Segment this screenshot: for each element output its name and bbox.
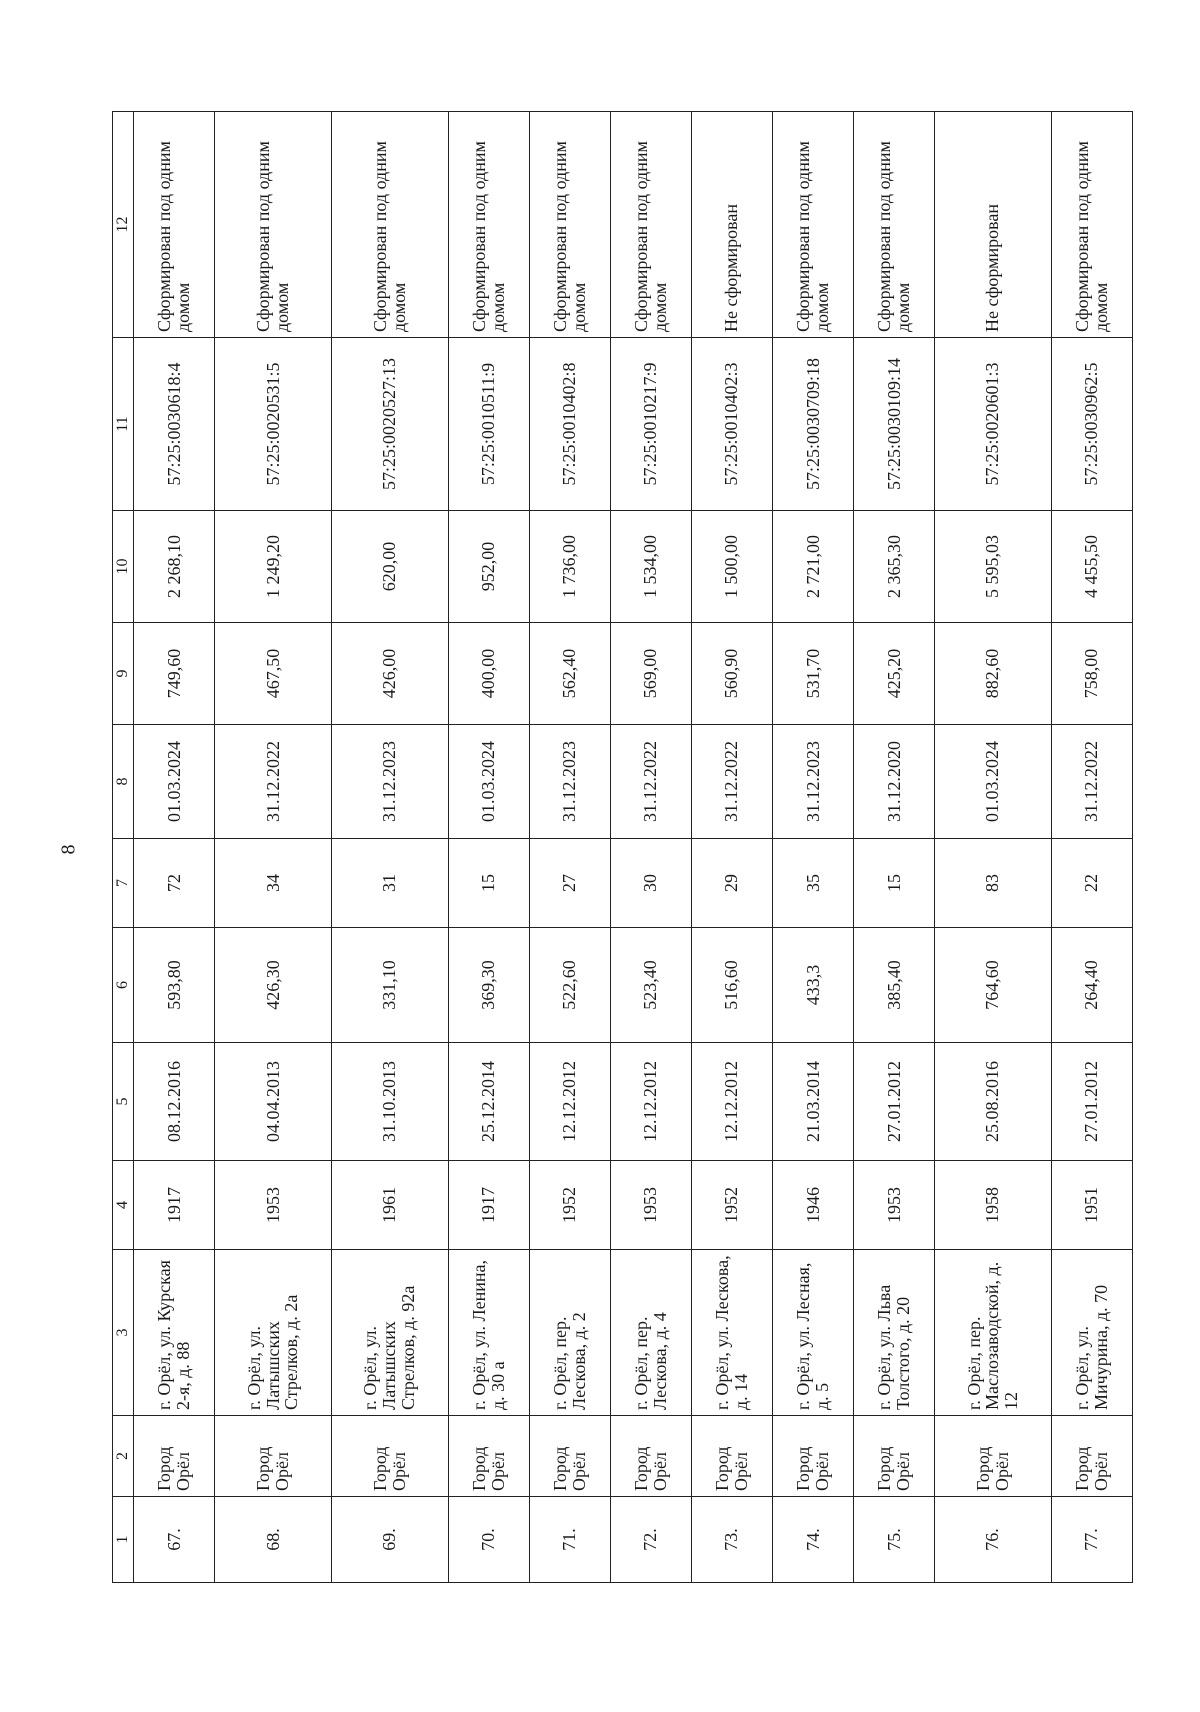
cadastre-number-cell: 57:25:0030962:5 xyxy=(1051,338,1132,511)
count-cell: 35 xyxy=(772,839,853,928)
area2-cell: 882,60 xyxy=(935,623,1052,725)
count-cell: 27 xyxy=(529,839,610,928)
date-cell: 21.03.2014 xyxy=(772,1043,853,1161)
column-header: 5 xyxy=(113,1043,134,1161)
city-cell: Город Орёл xyxy=(610,1416,691,1497)
area-cell: 523,40 xyxy=(610,928,691,1043)
status-cell: Сформирован под одним домом xyxy=(529,112,610,338)
land-area-cell: 952,00 xyxy=(448,511,529,623)
row-number-cell: 70. xyxy=(448,1497,529,1583)
plan-date-cell: 31.12.2023 xyxy=(529,725,610,839)
year-cell: 1917 xyxy=(134,1161,215,1250)
city-cell: Город Орёл xyxy=(134,1416,215,1497)
count-cell: 83 xyxy=(935,839,1052,928)
plan-date-cell: 01.03.2024 xyxy=(935,725,1052,839)
count-cell: 15 xyxy=(448,839,529,928)
cadastre-number-cell: 57:25:0010511:9 xyxy=(448,338,529,511)
land-area-cell: 1 249,20 xyxy=(215,511,332,623)
table-row xyxy=(215,112,332,1583)
page-number: 8 xyxy=(57,844,80,855)
address-cell: г. Орёл, ул. Лескова, д. 14 xyxy=(691,1250,772,1416)
cadastre-number-cell: 57:25:0020601:3 xyxy=(935,338,1052,511)
column-header: 3 xyxy=(113,1250,134,1416)
date-cell: 04.04.2013 xyxy=(215,1043,332,1161)
area2-cell: 758,00 xyxy=(1051,623,1132,725)
address-cell: г. Орёл, ул. Льва Толстого, д. 20 xyxy=(853,1250,934,1416)
year-cell: 1951 xyxy=(1051,1161,1132,1250)
date-cell: 25.08.2016 xyxy=(935,1043,1052,1161)
row-number-cell: 68. xyxy=(215,1497,332,1583)
cadastre-number-cell: 57:25:0020531:5 xyxy=(215,338,332,511)
year-cell: 1952 xyxy=(529,1161,610,1250)
date-cell: 31.10.2013 xyxy=(331,1043,448,1161)
plan-date-cell: 01.03.2024 xyxy=(134,725,215,839)
year-cell: 1958 xyxy=(935,1161,1052,1250)
count-cell: 22 xyxy=(1051,839,1132,928)
area2-cell: 749,60 xyxy=(134,623,215,725)
address-cell: г. Орёл, ул. Мичурина, д. 70 xyxy=(1051,1250,1132,1416)
land-area-cell: 5 595,03 xyxy=(935,511,1052,623)
area-cell: 516,60 xyxy=(691,928,772,1043)
plan-date-cell: 31.12.2022 xyxy=(691,725,772,839)
address-cell: г. Орёл, ул. Курская 2-я, д. 88 xyxy=(134,1250,215,1416)
count-cell: 15 xyxy=(853,839,934,928)
plan-date-cell: 31.12.2022 xyxy=(215,725,332,839)
table-row xyxy=(448,112,529,1583)
area-cell: 264,40 xyxy=(1051,928,1132,1043)
city-cell: Город Орёл xyxy=(448,1416,529,1497)
city-cell: Город Орёл xyxy=(935,1416,1052,1497)
cadastre-number-cell: 57:25:0010217:9 xyxy=(610,338,691,511)
row-number-cell: 69. xyxy=(331,1497,448,1583)
address-cell: г. Орёл, пер. Лескова, д. 2 xyxy=(529,1250,610,1416)
column-header: 2 xyxy=(113,1416,134,1497)
count-cell: 30 xyxy=(610,839,691,928)
date-cell: 12.12.2012 xyxy=(691,1043,772,1161)
area-cell: 522,60 xyxy=(529,928,610,1043)
row-number-cell: 73. xyxy=(691,1497,772,1583)
status-cell: Сформирован под одним домом xyxy=(448,112,529,338)
table-row xyxy=(529,112,610,1583)
column-header: 1 xyxy=(113,1497,134,1583)
area-cell: 369,30 xyxy=(448,928,529,1043)
city-cell: Город Орёл xyxy=(691,1416,772,1497)
housing-table xyxy=(112,111,1133,1583)
row-number-cell: 71. xyxy=(529,1497,610,1583)
status-cell: Сформирован под одним домом xyxy=(853,112,934,338)
city-cell: Город Орёл xyxy=(772,1416,853,1497)
land-area-cell: 1 736,00 xyxy=(529,511,610,623)
table-row xyxy=(331,112,448,1583)
area2-cell: 400,00 xyxy=(448,623,529,725)
date-cell: 12.12.2012 xyxy=(610,1043,691,1161)
land-area-cell: 1 500,00 xyxy=(691,511,772,623)
area-cell: 385,40 xyxy=(853,928,934,1043)
city-cell: Город Орёл xyxy=(853,1416,934,1497)
status-cell: Сформирован под одним домом xyxy=(610,112,691,338)
table-row xyxy=(1051,112,1132,1583)
address-cell: г. Орёл, ул. Латышских Стрелков, д. 2а xyxy=(215,1250,332,1416)
address-cell: г. Орёл, пер. Маслозаводской, д. 12 xyxy=(935,1250,1052,1416)
table-row xyxy=(610,112,691,1583)
area-cell: 331,10 xyxy=(331,928,448,1043)
year-cell: 1961 xyxy=(331,1161,448,1250)
cadastre-number-cell: 57:25:0010402:8 xyxy=(529,338,610,511)
plan-date-cell: 31.12.2023 xyxy=(331,725,448,839)
city-cell: Город Орёл xyxy=(529,1416,610,1497)
area-cell: 764,60 xyxy=(935,928,1052,1043)
column-header: 12 xyxy=(113,112,134,338)
area2-cell: 467,50 xyxy=(215,623,332,725)
status-cell: Сформирован под одним домом xyxy=(215,112,332,338)
address-cell: г. Орёл, пер. Лескова, д. 4 xyxy=(610,1250,691,1416)
table-body xyxy=(134,112,1133,1583)
column-header: 11 xyxy=(113,338,134,511)
row-number-cell: 76. xyxy=(935,1497,1052,1583)
land-area-cell: 2 721,00 xyxy=(772,511,853,623)
cadastre-number-cell: 57:25:0010402:3 xyxy=(691,338,772,511)
year-cell: 1953 xyxy=(215,1161,332,1250)
date-cell: 12.12.2012 xyxy=(529,1043,610,1161)
status-cell: Не сформирован xyxy=(935,112,1052,338)
plan-date-cell: 31.12.2023 xyxy=(772,725,853,839)
land-area-cell: 4 455,50 xyxy=(1051,511,1132,623)
area2-cell: 569,00 xyxy=(610,623,691,725)
table-row xyxy=(772,112,853,1583)
land-area-cell: 2 365,30 xyxy=(853,511,934,623)
plan-date-cell: 31.12.2020 xyxy=(853,725,934,839)
table-row xyxy=(691,112,772,1583)
cadastre-number-cell: 57:25:0020527:13 xyxy=(331,338,448,511)
area2-cell: 425,20 xyxy=(853,623,934,725)
address-cell: г. Орёл, ул. Ленина, д. 30 а xyxy=(448,1250,529,1416)
date-cell: 27.01.2012 xyxy=(1051,1043,1132,1161)
year-cell: 1953 xyxy=(610,1161,691,1250)
column-header: 6 xyxy=(113,928,134,1043)
table-row xyxy=(134,112,215,1583)
area-cell: 433,3 xyxy=(772,928,853,1043)
column-number-row xyxy=(113,112,134,1583)
date-cell: 27.01.2012 xyxy=(853,1043,934,1161)
city-cell: Город Орёл xyxy=(331,1416,448,1497)
count-cell: 34 xyxy=(215,839,332,928)
column-header: 7 xyxy=(113,839,134,928)
area2-cell: 562,40 xyxy=(529,623,610,725)
count-cell: 29 xyxy=(691,839,772,928)
row-number-cell: 74. xyxy=(772,1497,853,1583)
status-cell: Не сформирован xyxy=(691,112,772,338)
year-cell: 1953 xyxy=(853,1161,934,1250)
land-area-cell: 620,00 xyxy=(331,511,448,623)
column-header: 4 xyxy=(113,1161,134,1250)
status-cell: Сформирован под одним домом xyxy=(772,112,853,338)
address-cell: г. Орёл, ул. Латышских Стрелков, д. 92а xyxy=(331,1250,448,1416)
count-cell: 31 xyxy=(331,839,448,928)
area2-cell: 560,90 xyxy=(691,623,772,725)
status-cell: Сформирован под одним домом xyxy=(331,112,448,338)
plan-date-cell: 31.12.2022 xyxy=(1051,725,1132,839)
status-cell: Сформирован под одним домом xyxy=(1051,112,1132,338)
city-cell: Город Орёл xyxy=(215,1416,332,1497)
row-number-cell: 75. xyxy=(853,1497,934,1583)
status-cell: Сформирован под одним домом xyxy=(134,112,215,338)
land-area-cell: 1 534,00 xyxy=(610,511,691,623)
area-cell: 593,80 xyxy=(134,928,215,1043)
table-row xyxy=(853,112,934,1583)
area-cell: 426,30 xyxy=(215,928,332,1043)
year-cell: 1952 xyxy=(691,1161,772,1250)
address-cell: г. Орёл, ул. Лесная, д. 5 xyxy=(772,1250,853,1416)
row-number-cell: 77. xyxy=(1051,1497,1132,1583)
rotated-table-container xyxy=(112,112,1133,1583)
area2-cell: 426,00 xyxy=(331,623,448,725)
row-number-cell: 67. xyxy=(134,1497,215,1583)
date-cell: 08.12.2016 xyxy=(134,1043,215,1161)
year-cell: 1946 xyxy=(772,1161,853,1250)
land-area-cell: 2 268,10 xyxy=(134,511,215,623)
city-cell: Город Орёл xyxy=(1051,1416,1132,1497)
plan-date-cell: 01.03.2024 xyxy=(448,725,529,839)
row-number-cell: 72. xyxy=(610,1497,691,1583)
date-cell: 25.12.2014 xyxy=(448,1043,529,1161)
year-cell: 1917 xyxy=(448,1161,529,1250)
plan-date-cell: 31.12.2022 xyxy=(610,725,691,839)
table-row xyxy=(935,112,1052,1583)
column-header: 8 xyxy=(113,725,134,839)
area2-cell: 531,70 xyxy=(772,623,853,725)
cadastre-number-cell: 57:25:0030709:18 xyxy=(772,338,853,511)
cadastre-number-cell: 57:25:0030618:4 xyxy=(134,338,215,511)
column-header: 10 xyxy=(113,511,134,623)
column-header: 9 xyxy=(113,623,134,725)
cadastre-number-cell: 57:25:0030109:14 xyxy=(853,338,934,511)
count-cell: 72 xyxy=(134,839,215,928)
